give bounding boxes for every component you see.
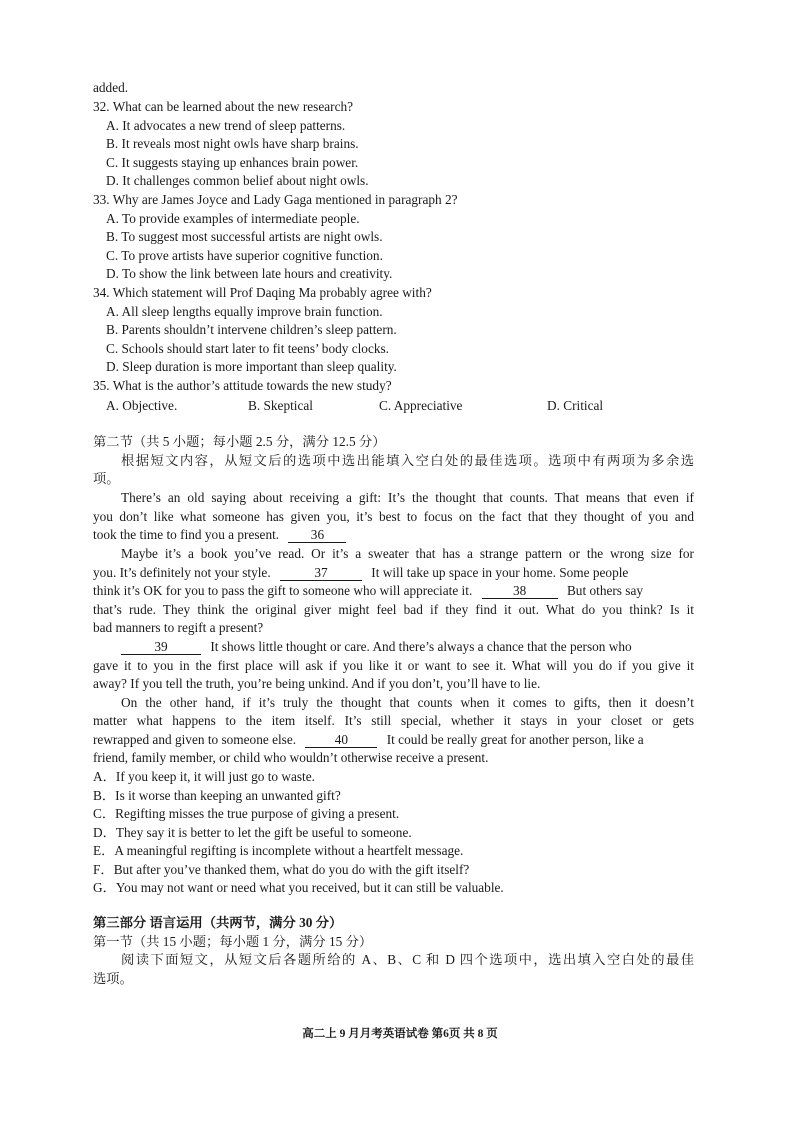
question-35-stem: 35. What is the author’s attitude towards the new study? bbox=[93, 378, 392, 393]
part3-heading: 第三部分 语言运用（共两节，满分 30 分） bbox=[93, 915, 343, 930]
question-32-option-c: C. It suggests staying up enhances brain power. bbox=[106, 155, 359, 170]
question-33-stem: 33. Why are James Joyce and Lady Gaga mentioned in paragraph 2? bbox=[93, 192, 458, 207]
question-32-option-d: D. It challenges common belief about night owls. bbox=[106, 173, 369, 188]
passage-p4-line2: matter what happens to the item itself. It’s still special, whether it stays in your closet or gets bbox=[93, 713, 694, 728]
option-c: C．Regifting misses the true purpose of giving a present. bbox=[93, 806, 400, 821]
question-33-option-b: B. To suggest most successful artists are night owls. bbox=[106, 229, 383, 244]
passage-p4-line3-text-b: It could be really great for another person, like a bbox=[386, 732, 644, 747]
question-34-stem: 34. Which statement will Prof Daqing Ma probably agree with? bbox=[93, 285, 432, 300]
section2-instruction-line1: 根据短文内容，从短文后的选项中选出能填入空白处的最佳选项。选项中有两项为多余选 bbox=[121, 453, 694, 468]
question-32-option-b: B. It reveals most night owls have sharp brains. bbox=[106, 136, 359, 151]
option-f: F．But after you’ve thanked them, what do you do with the gift itself? bbox=[93, 862, 470, 877]
part3-section1-heading: 第一节（共 15 小题；每小题 1 分，满分 15 分） bbox=[93, 934, 373, 949]
question-33-option-c: C. To prove artists have superior cognitive function. bbox=[106, 248, 383, 263]
part3-instruction-line2: 选项。 bbox=[93, 971, 133, 986]
passage-p1-line3 bbox=[93, 526, 346, 543]
question-35-option-a: A. Objective. bbox=[106, 398, 178, 413]
section2-heading: 第二节（共 5 小题；每小题 2.5 分，满分 12.5 分） bbox=[93, 434, 386, 449]
section2-instruction-line2: 项。 bbox=[93, 471, 120, 486]
option-g: G．You may not want or need what you received, but it can still be valuable. bbox=[93, 880, 504, 895]
passage-p3-line2: gave it to you in the first place will ask if you like it or want to see it. What will you do if you give it bbox=[93, 658, 694, 673]
passage-p1-line3-text: took the time to find you a present. bbox=[93, 527, 280, 542]
option-d: D．They say it is better to let the gift be useful to someone. bbox=[93, 825, 412, 840]
question-34-option-a: A. All sleep lengths equally improve brain function. bbox=[106, 304, 383, 319]
passage-p3-line3: away? If you tell the truth, you’re being unkind. And if you don’t, you’ll have to lie. bbox=[93, 676, 541, 691]
option-b: B．Is it worse than keeping an unwanted gift? bbox=[93, 788, 341, 803]
passage-p1-line2: you don’t like what someone has given you, it’s best to focus on the fact that they thought of you and bbox=[93, 509, 694, 524]
continued-text: added. bbox=[93, 80, 129, 95]
question-32-stem: 32. What can be learned about the new research? bbox=[93, 99, 354, 114]
passage-p4-line3 bbox=[93, 731, 644, 748]
question-32-option-a: A. It advocates a new trend of sleep patterns. bbox=[106, 118, 346, 133]
passage-p2-line2-text-a: you. It’s definitely not your style. bbox=[93, 565, 271, 580]
question-34-option-d: D. Sleep duration is more important than sleep quality. bbox=[106, 359, 397, 374]
passage-p2-line3-text-b: But others say bbox=[566, 583, 644, 598]
passage-p4-line1: On the other hand, if it’s truly the thought that counts when it comes to gifts, then it doesn’t bbox=[121, 695, 694, 710]
option-e: E．A meaningful regifting is incomplete without a heartfelt message. bbox=[93, 843, 464, 858]
blank-39: 39 bbox=[121, 640, 201, 655]
question-34-option-c: C. Schools should start later to fit teens’ body clocks. bbox=[106, 341, 390, 356]
blank-36: 36 bbox=[288, 528, 346, 543]
passage-p2-line2-text-b: It will take up space in your home. Some people bbox=[371, 565, 629, 580]
blank-37: 37 bbox=[280, 566, 362, 581]
question-35-option-d: D. Critical bbox=[547, 398, 604, 413]
passage-p2-line4: that’s rude. They think the original giver might feel bad if they find it out. What do you think? Is it bbox=[93, 602, 694, 617]
passage-p3-line1-text: It shows little thought or care. And there’s always a chance that the person who bbox=[210, 639, 632, 654]
question-35-option-b: B. Skeptical bbox=[248, 398, 313, 413]
page-footer: 高二上 9 月月考英语试卷 第6页 共 8 页 bbox=[302, 1028, 498, 1040]
blank-38: 38 bbox=[482, 584, 558, 599]
passage-p2-line1: Maybe it’s a book you’ve read. Or it’s a sweater that has a strange pattern or the wrong size for bbox=[121, 546, 694, 561]
passage-p2-line3-text-a: think it’s OK for you to pass the gift to someone who will appreciate it. bbox=[93, 583, 473, 598]
passage-p4-line4: friend, family member, or child who wouldn’t otherwise receive a present. bbox=[93, 750, 489, 765]
passage-p2-line3 bbox=[93, 582, 643, 599]
part3-instruction-line1: 阅读下面短文，从短文后各题所给的 A、B、C 和 D 四个选项中，选出填入空白处的最佳 bbox=[121, 952, 694, 967]
passage-p4-line3-text-a: rewrapped and given to someone else. bbox=[93, 732, 297, 747]
passage-p3-line1 bbox=[121, 638, 632, 655]
passage-p2-line5: bad manners to regift a present? bbox=[93, 620, 264, 635]
question-34-option-b: B. Parents shouldn’t intervene children’s sleep pattern. bbox=[106, 322, 397, 337]
passage-p2-line2 bbox=[93, 564, 628, 581]
blank-40: 40 bbox=[305, 733, 377, 748]
option-a: A．If you keep it, it will just go to waste. bbox=[93, 769, 315, 784]
question-33-option-d: D. To show the link between late hours and creativity. bbox=[106, 266, 393, 281]
question-33-option-a: A. To provide examples of intermediate people. bbox=[106, 211, 360, 226]
question-35-option-c: C. Appreciative bbox=[379, 398, 463, 413]
passage-p1-line1: There’s an old saying about receiving a gift: It’s the thought that counts. That means that even if bbox=[121, 490, 694, 505]
